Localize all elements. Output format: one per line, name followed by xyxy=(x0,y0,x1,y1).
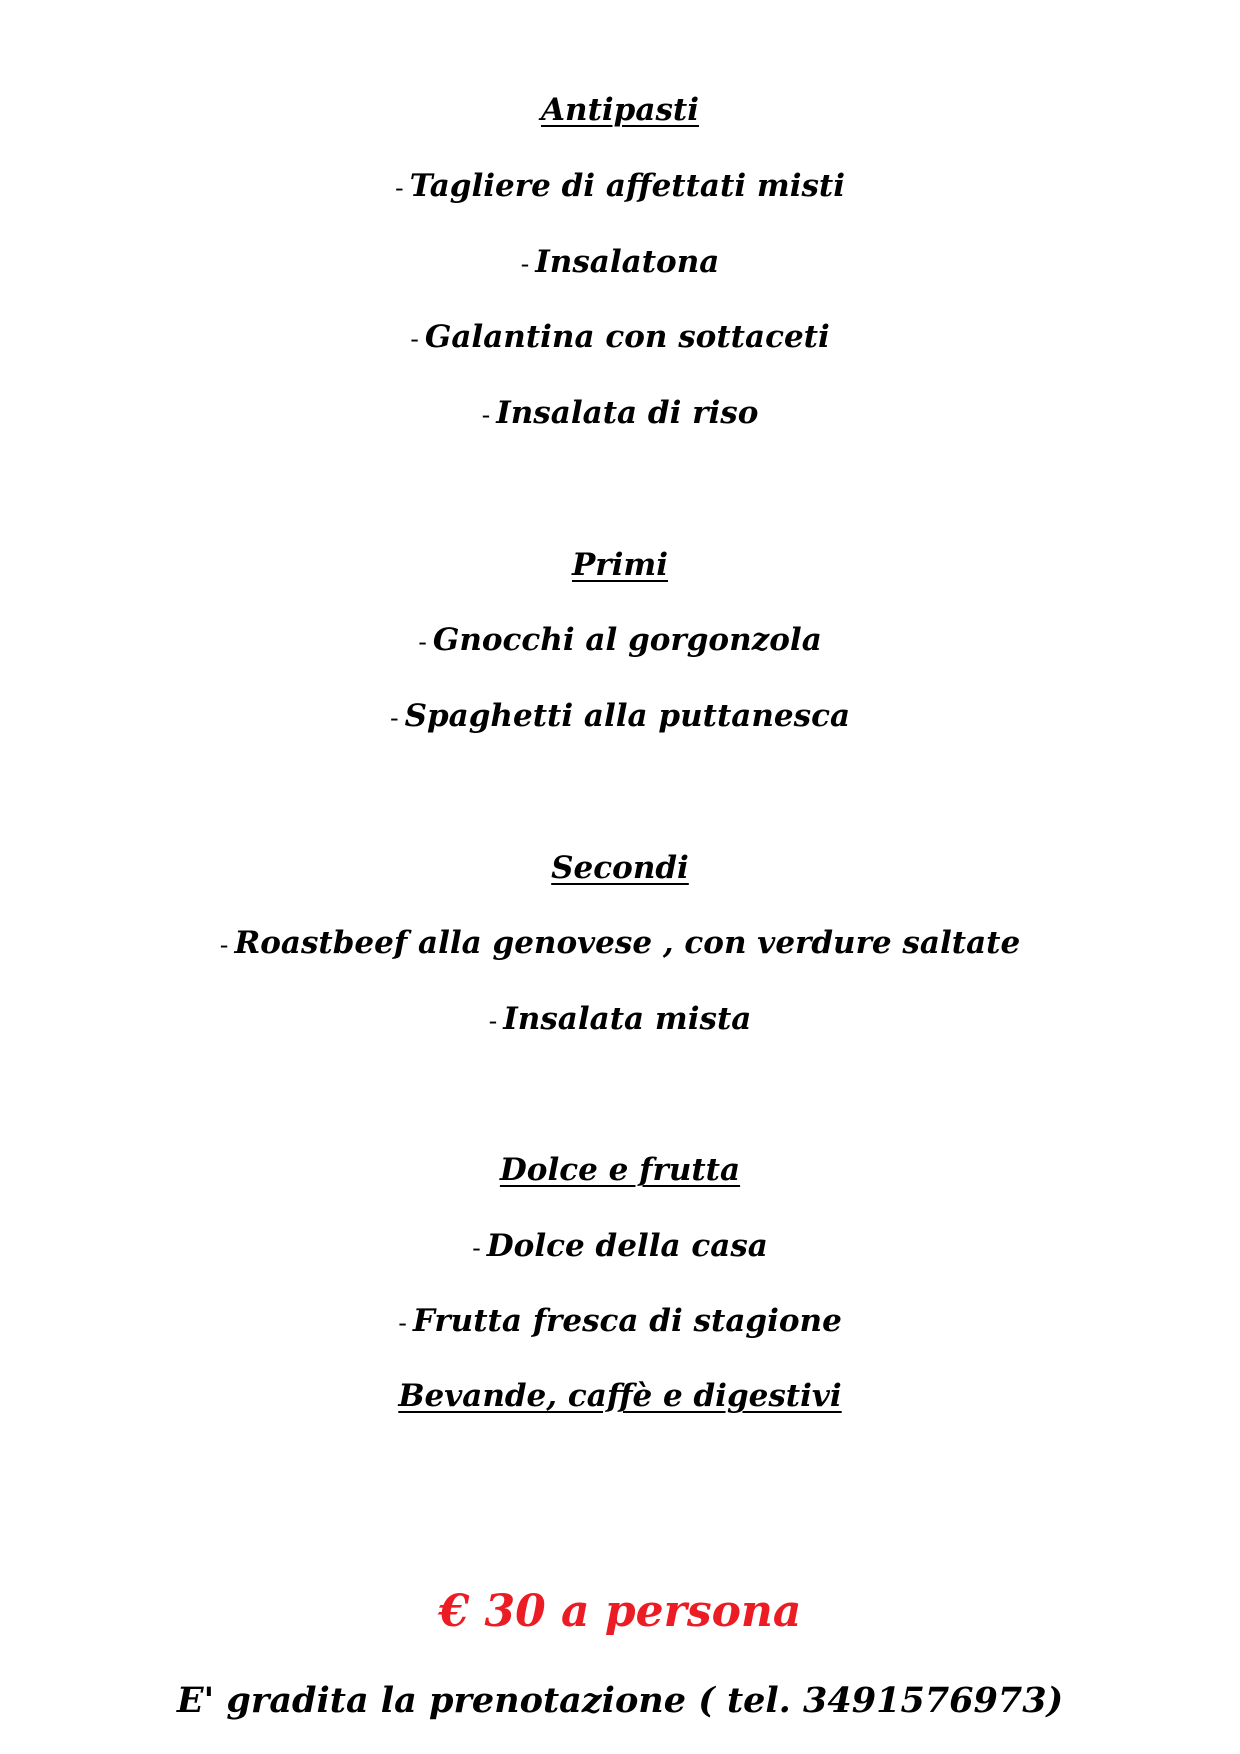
menu-item xyxy=(0,698,1240,734)
menu-item xyxy=(0,1228,1240,1264)
menu-item-text: Roastbeef alla genovese , con verdure saltate xyxy=(234,925,1021,961)
menu-item-text: Frutta fresca di stagione xyxy=(412,1303,842,1339)
section-title-secondi: Secondi xyxy=(551,850,689,886)
menu-item xyxy=(0,395,1240,431)
menu-item-text: Insalata di riso xyxy=(496,395,759,431)
menu-item xyxy=(0,925,1240,961)
dash: - xyxy=(472,1234,481,1262)
dash: - xyxy=(394,174,404,202)
dash: - xyxy=(389,704,399,732)
menu-item-text: Insalatona xyxy=(535,244,720,280)
section-title-antipasti: Antipasti xyxy=(541,92,699,128)
menu-item xyxy=(0,244,1240,280)
booking-note: E' gradita la prenotazione ( tel. 3491576973) xyxy=(176,1680,1064,1721)
dash: - xyxy=(219,931,229,959)
section-title-dolce-e-frutta: Dolce e frutta xyxy=(499,1152,741,1188)
menu-item-text: Insalata mista xyxy=(503,1001,752,1037)
dash: - xyxy=(488,1007,498,1035)
menu-item-text: Gnocchi al gorgonzola xyxy=(432,622,822,658)
menu-item-text: Spaghetti alla puttanesca xyxy=(404,698,851,734)
menu-item-text: Dolce della casa xyxy=(486,1228,768,1264)
menu-item xyxy=(0,1303,1240,1339)
price: € 30 a persona xyxy=(438,1586,802,1637)
section-title-primi: Primi xyxy=(572,547,668,583)
menu-item xyxy=(0,622,1240,658)
dash: - xyxy=(520,250,530,278)
dash: - xyxy=(398,1309,407,1337)
menu-item xyxy=(0,319,1240,355)
dash: - xyxy=(410,325,419,353)
menu-item xyxy=(0,168,1240,204)
dash: - xyxy=(481,401,491,429)
dash: - xyxy=(418,628,427,656)
drinks-line: Bevande, caffè e digestivi xyxy=(398,1378,842,1414)
menu-item-text: Tagliere di affettati misti xyxy=(409,168,846,204)
menu-item-text: Galantina con sottaceti xyxy=(424,319,830,355)
menu-item xyxy=(0,1001,1240,1037)
